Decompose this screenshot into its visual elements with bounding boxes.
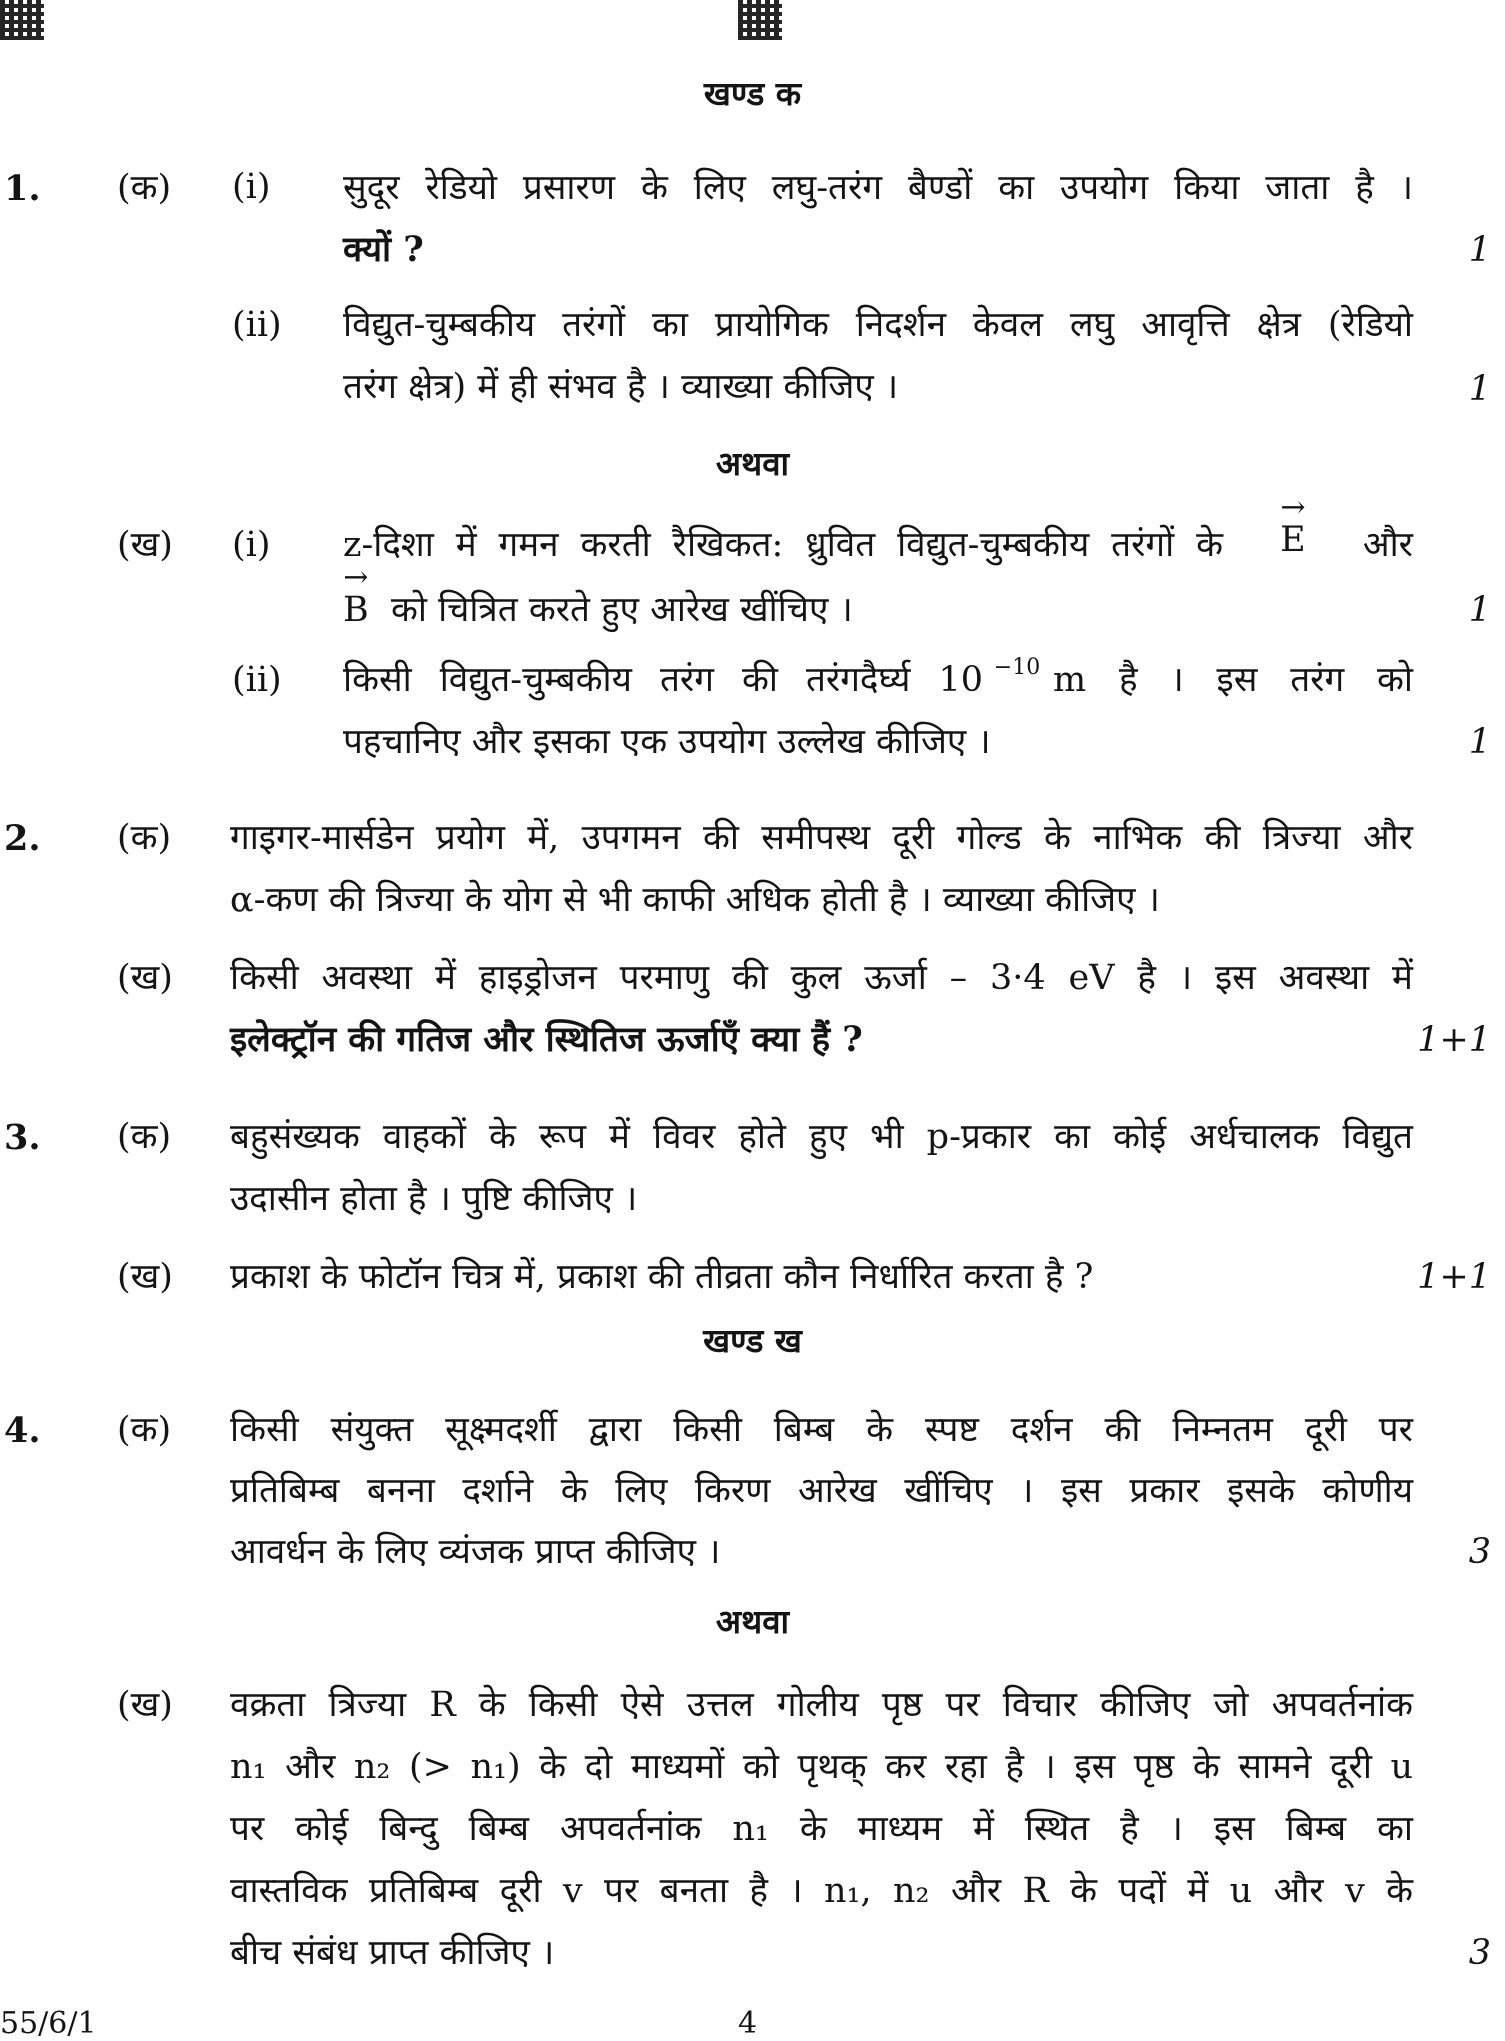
q2-a-line2: α-कण की त्रिज्या के योग से भी काफी अधिक होती है । व्याख्या कीजिए । [230,880,1160,920]
question-number-2: 2. [4,818,41,859]
q4-b-line1: वक्रता त्रिज्या R के किसी ऐसे उत्तल गोलीय पृष्ठ पर विचार कीजिए जो अपवर्तनांक [230,1685,1413,1725]
question-number-1: 1. [4,168,41,209]
vector-e: → E [1280,520,1306,567]
section-heading-b: खण्ड ख [703,1321,802,1360]
q1-b-i-line2 [343,585,853,632]
q2-marks: 1+1 [1417,1020,1491,1060]
q1-a-i-line1: सुदूर रेडियो प्रसारण के लिए लघु-तरंग बैण्डों का उपयोग किया जाता है । [343,168,1413,208]
q1-b-i-line1-text: z-दिशा में गमन करती रैखिकत: ध्रुवित विद्युत-चुम्बकीय तरंगों के [343,525,1223,565]
q3-part-a: (क) [117,1117,172,1157]
paper-code: 55/6/1 [0,2006,97,2041]
q4-part-a: (क) [117,1410,172,1450]
section-heading-a: खण्ड क [703,74,802,113]
q4-b-marks: 3 [1468,1933,1491,1973]
q4-a-marks: 3 [1468,1532,1491,1572]
q3-a-line2: उदासीन होता है । पुष्टि कीजिए । [230,1179,638,1219]
question-number-4: 4. [4,1410,41,1451]
q1-a-i-line2: क्यों ? [343,229,424,270]
q1-part-b: (ख) [117,525,173,565]
page-number: 4 [738,2006,758,2041]
q2-a-line1: गाइगर-मार्सडेन प्रयोग में, उपगमन की समीपस्थ दूरी गोल्ड के नाभिक की त्रिज्या और [230,818,1413,858]
q1-b-i-line2-text: को चित्रित करते हुए आरेख खींचिए । [391,590,853,630]
q4-a-line3: आवर्धन के लिए व्यंजक प्राप्त कीजिए । [230,1532,721,1572]
q1-b-sub-i: (i) [232,525,271,565]
q1-a-sub-i: (i) [232,167,271,207]
q1-b-ii-line2: पहचानिए और इसका एक उपयोग उल्लेख कीजिए । [343,722,991,762]
vector-b: → B [343,590,369,630]
q1-b-ii-line1-post: m है । इस तरंग को [1053,660,1413,700]
q4-b-line2: n₁ और n₂ (> n₁) के दो माध्यमों को पृथक् कर रहा है । इस पृष्ठ के सामने दूरी u [230,1747,1413,1787]
qr-code-icon [0,0,44,40]
q4-part-b: (ख) [117,1685,173,1725]
or-heading-1: अथवा [715,444,790,483]
q4-b-line3: पर कोई बिन्दु बिम्ब अपवर्तनांक n₁ के माध्यम में स्थित है । इस बिम्ब का [230,1809,1413,1849]
q1-b-i-and: और [1362,525,1413,565]
question-number-3: 3. [4,1117,41,1158]
q4-a-line1: किसी संयुक्त सूक्ष्मदर्शी द्वारा किसी बिम्ब के स्पष्ट दर्शन की निम्नतम दूरी पर [230,1410,1413,1450]
q1-b-ii-marks: 1 [1468,722,1491,762]
q1-b-ii-exponent: −10 [993,655,1041,680]
q1-b-ii-line1 [343,655,1413,702]
q1-b-sub-ii: (ii) [232,660,282,700]
q1-part-a: (क) [117,168,172,208]
q3-a-line1: बहुसंख्यक वाहकों के रूप में विवर होते हुए भी p-प्रकार का कोई अर्धचालक विद्युत [230,1117,1413,1157]
q2-part-b: (ख) [117,958,173,998]
q2-b-line2: इलेक्ट्रॉन की गतिज और स्थितिज ऊर्जाएँ क्या हैं ? [230,1019,863,1060]
q4-b-line5: बीच संबंध प्राप्त कीजिए । [230,1933,555,1973]
q1-b-i-line1 [343,520,1413,567]
q2-b-line1: किसी अवस्था में हाइड्रोजन परमाणु की कुल ऊर्जा – 3·4 eV है । इस अवस्था में [230,958,1413,998]
or-heading-2: अथवा [715,1602,790,1641]
q3-b-line1: प्रकाश के फोटॉन चित्र में, प्रकाश की तीव्रता कौन निर्धारित करता है ? [230,1257,1094,1297]
q1-a-ii-line1: विद्युत-चुम्बकीय तरंगों का प्रायोगिक निदर्शन केवल लघु आवृत्ति क्षेत्र (रेडियो [343,305,1413,345]
q1-a-sub-ii: (ii) [232,305,282,345]
q1-a-ii-marks: 1 [1468,369,1491,409]
q1-a-ii-line2: तरंग क्षेत्र) में ही संभव है । व्याख्या कीजिए । [343,367,899,407]
q2-part-a: (क) [117,818,172,858]
qr-code-icon [738,0,782,40]
q1-a-i-marks: 1 [1468,230,1491,270]
q1-b-ii-line1-pre: किसी विद्युत-चुम्बकीय तरंग की तरंगदैर्घ्य 10 [343,660,983,700]
q1-b-i-marks: 1 [1468,590,1491,630]
q3-marks: 1+1 [1417,1257,1491,1297]
q3-part-b: (ख) [117,1257,173,1297]
q4-a-line2: प्रतिबिम्ब बनना दर्शाने के लिए किरण आरेख खींचिए । इस प्रकार इसके कोणीय [230,1471,1413,1511]
q4-b-line4: वास्तविक प्रतिबिम्ब दूरी v पर बनता है । n₁, n₂ और R के पदों में u और v के [230,1871,1413,1911]
